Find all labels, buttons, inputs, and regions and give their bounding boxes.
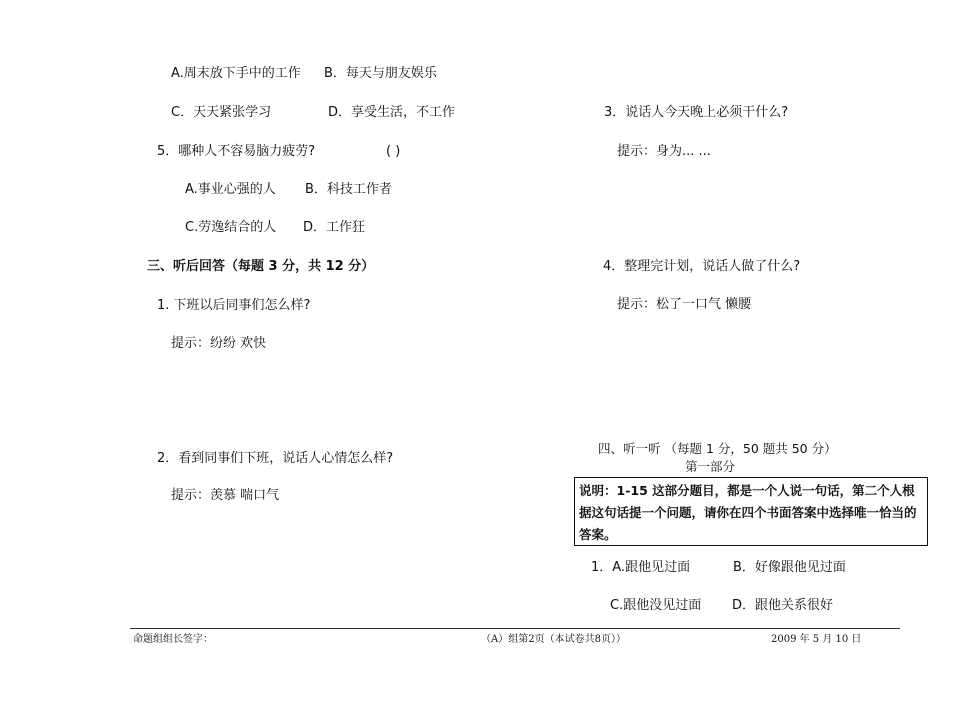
q4-option-b: B．每天与朋友娱乐: [324, 66, 437, 81]
footer-date: 2009 年 5 月 10 日: [771, 634, 862, 645]
s4-q1-option-b: B．好像跟他见过面: [733, 560, 846, 575]
q4-option-a: A.周末放下手中的工作: [171, 66, 301, 81]
s4-q1-option-c: C.跟他没见过面: [610, 598, 702, 613]
q4-option-c: C．天天紧张学习: [171, 105, 272, 120]
section3-q2-hint: 提示：羡慕 喘口气: [171, 488, 280, 503]
q5-question: 5．哪种人不容易脑力疲劳?: [157, 144, 316, 159]
footer-signature: 命题组组长签字：: [133, 634, 213, 645]
footer-divider: [130, 628, 900, 629]
section3-q1-hint: 提示：纷纷 欢快: [171, 336, 267, 351]
section4-title: 四、听一听 （每题 1 分，50 题共 50 分）: [598, 441, 837, 456]
q5-option-b: B．科技工作者: [305, 182, 392, 197]
q5-option-c: C.劳逸结合的人: [185, 220, 277, 235]
s4-q1-option-d: D．跟他关系很好: [732, 598, 834, 613]
q3-hint: 提示：身为... ...: [617, 144, 711, 159]
section4-part: 第一部分: [685, 459, 736, 474]
section3-q2: 2．看到同事们下班，说话人心情怎么样?: [157, 451, 394, 466]
q4-hint: 提示：松了一口气 懒腰: [617, 297, 752, 312]
footer-page-number: （A）组第2页（本试卷共8页））: [481, 634, 626, 645]
q4-question: 4．整理完计划，说话人做了什么?: [603, 259, 801, 274]
q5-option-a: A.事业心强的人: [185, 182, 276, 197]
s4-q1-option-a: 1．A.跟他见过面: [591, 560, 691, 575]
q4-option-d: D．享受生活，不工作: [328, 105, 456, 120]
q3-question: 3．说话人今天晚上必须干什么?: [604, 105, 789, 120]
section3-title: 三、听后回答（每题 3 分，共 12 分）: [147, 259, 375, 274]
section3-q1: 1. 下班以后同事们怎么样?: [157, 298, 311, 313]
q5-option-d: D．工作狂: [303, 220, 366, 235]
instructions-text: 说明：1-15 这部分题目，都是一个人说一句话，第二个人根据这句话提一个问题，请你在四个书面答案中选择唯一恰当的答案。: [579, 483, 917, 542]
instructions-box: [574, 477, 928, 546]
q5-answer-paren: ( ): [386, 144, 401, 159]
